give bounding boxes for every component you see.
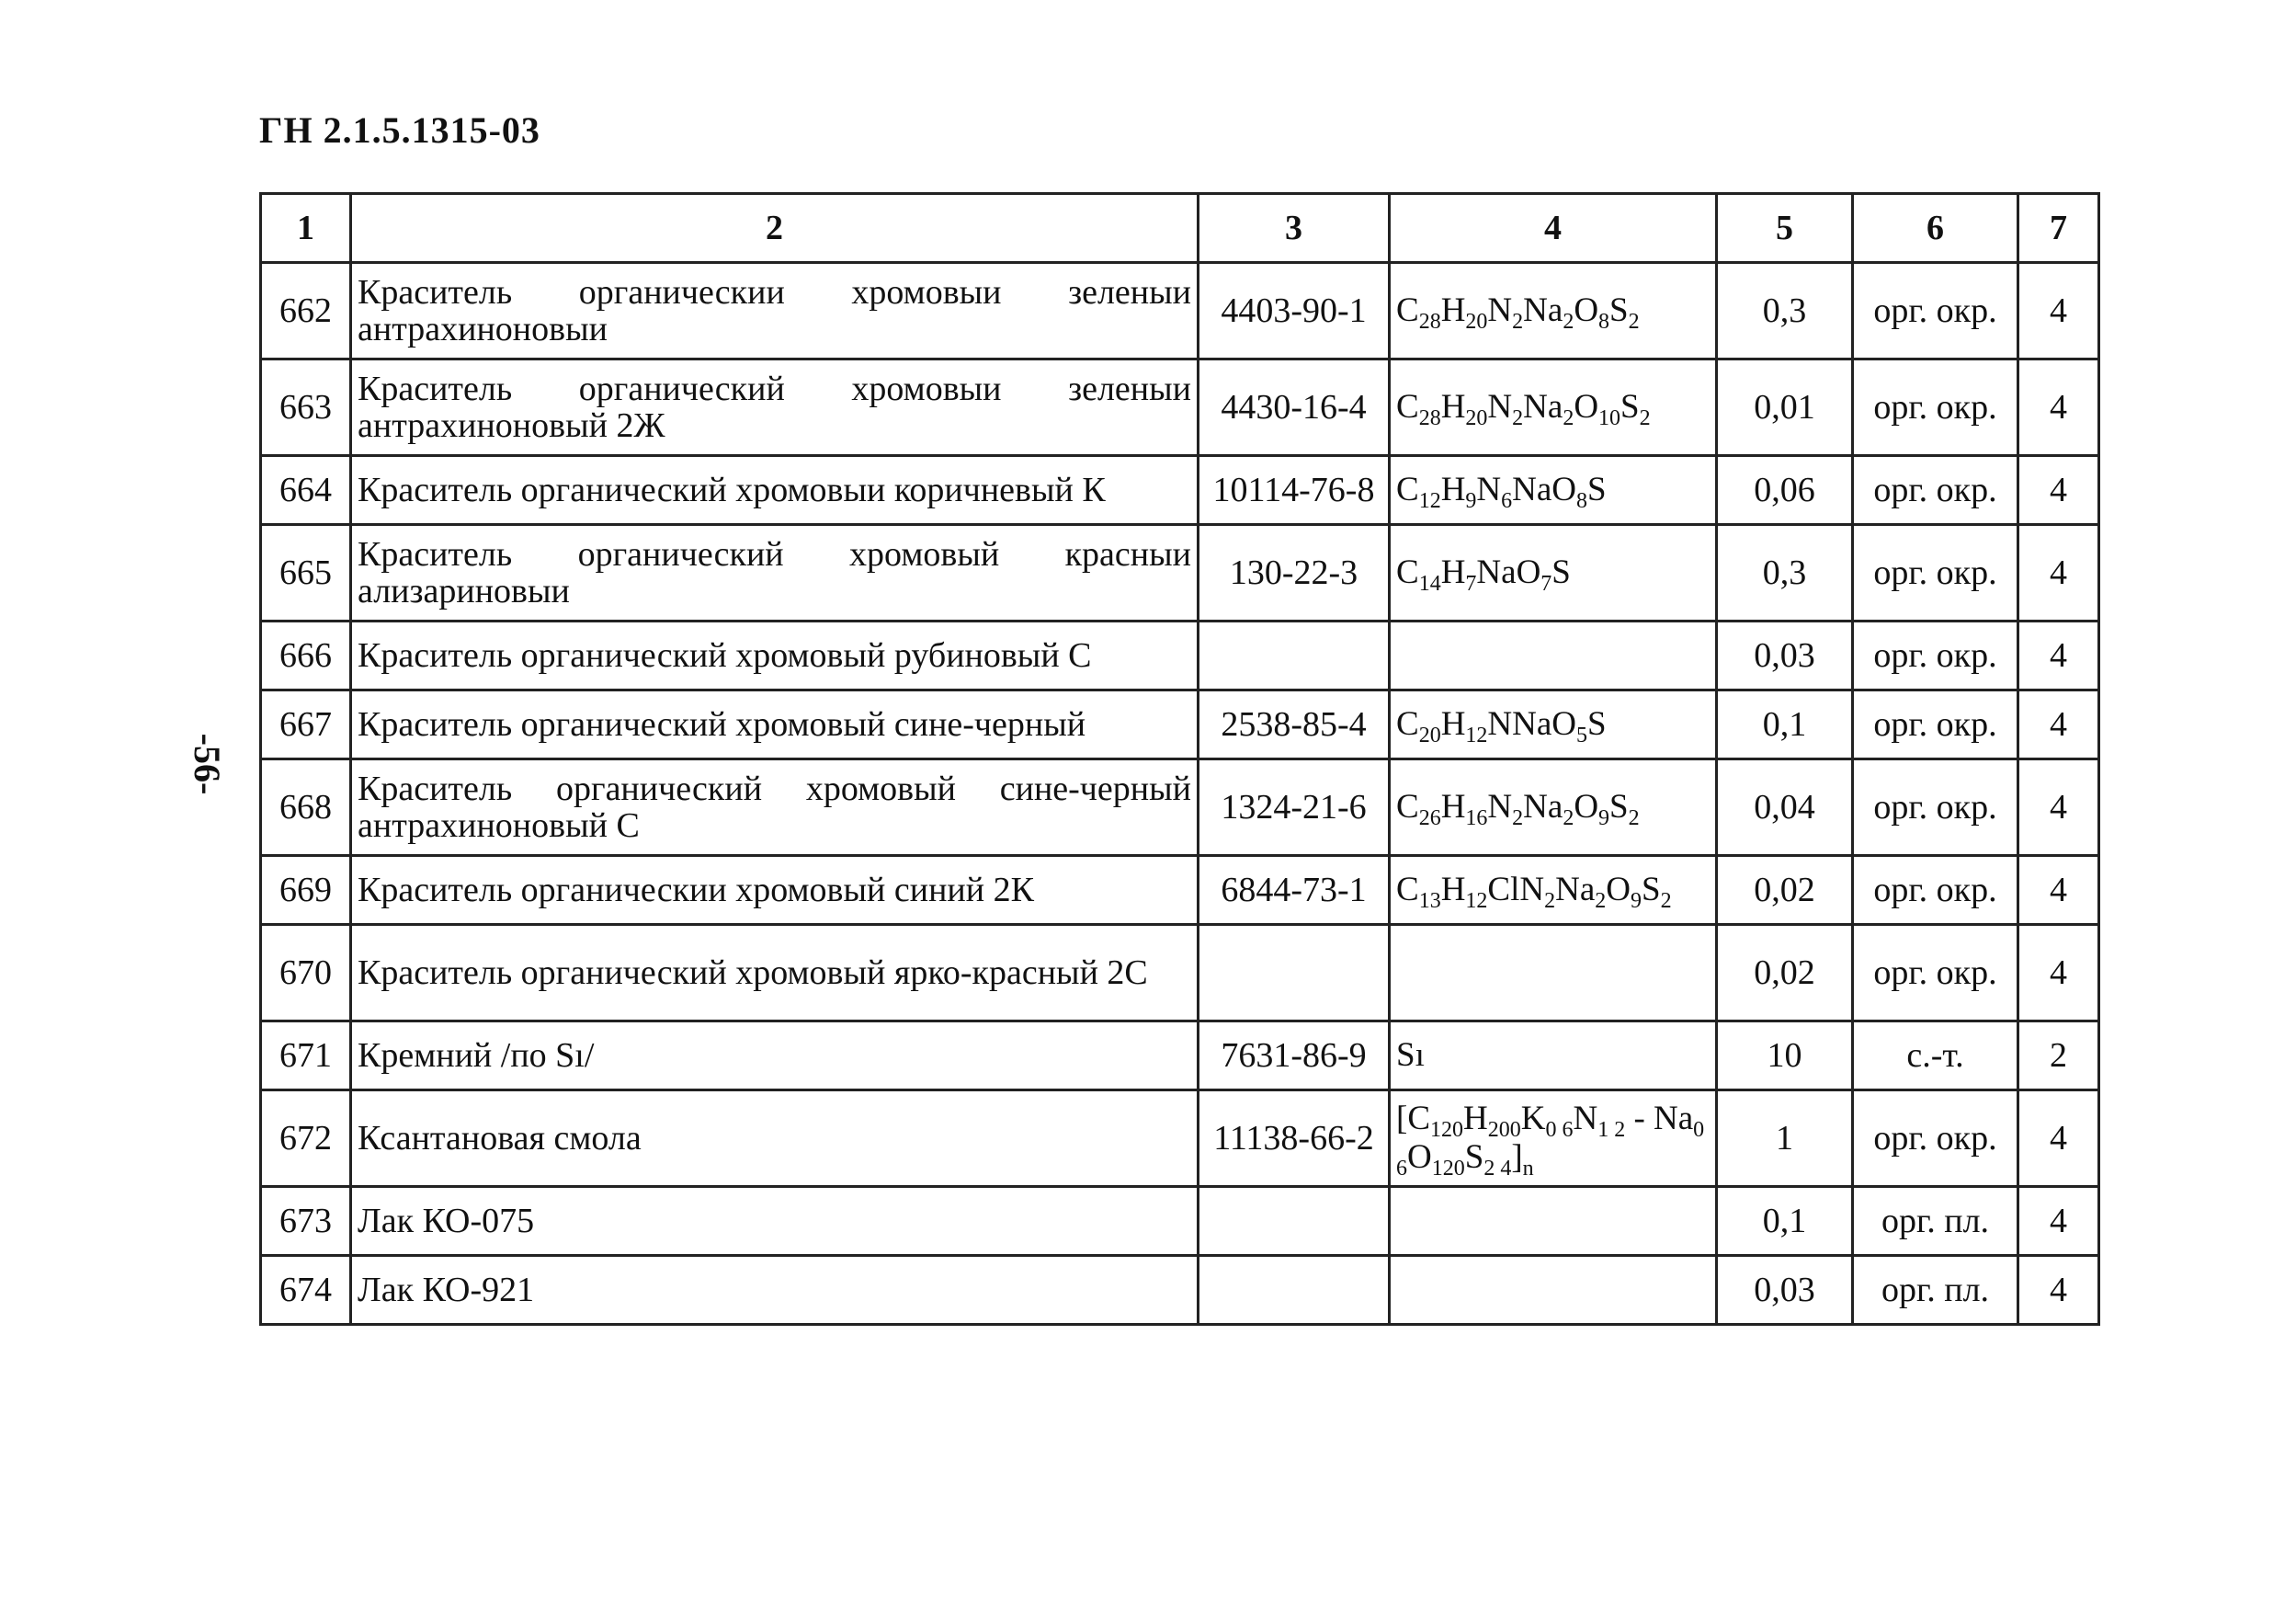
chemical-formula: $C_{14}H_7NaO_7S$	[1390, 525, 1717, 622]
hazard-class: 2	[2018, 1021, 2099, 1090]
substance-number: 667	[261, 690, 351, 759]
column-header: 5	[1717, 194, 1853, 263]
chemical-formula: $C_{28}H_{20}N_2Na_2O_{10}S_2$	[1390, 359, 1717, 456]
harmfulness-indicator: орг. окр.	[1853, 856, 2018, 925]
harmfulness-indicator: орг. пл.	[1853, 1187, 2018, 1256]
cas-number	[1199, 1187, 1390, 1256]
substance-number: 671	[261, 1021, 351, 1090]
concentration-value: 0,04	[1717, 759, 1853, 856]
page-number: -56-	[187, 733, 228, 795]
table-row	[261, 856, 2099, 925]
hazard-class: 4	[2018, 622, 2099, 690]
hazard-class: 4	[2018, 525, 2099, 622]
table-row	[261, 1187, 2099, 1256]
harmfulness-indicator: орг. окр.	[1853, 456, 2018, 525]
substance-name: Краситель органическии хромовый синий 2К	[351, 856, 1199, 925]
table-row	[261, 925, 2099, 1021]
column-number-row	[261, 194, 2099, 263]
substance-number: 664	[261, 456, 351, 525]
chemical-formula: $C_{20}H_{12}NNaO_5S$	[1390, 690, 1717, 759]
concentration-value: 0,1	[1717, 690, 1853, 759]
cas-number: 1324-21-6	[1199, 759, 1390, 856]
harmfulness-indicator: орг. окр.	[1853, 359, 2018, 456]
substance-number: 674	[261, 1256, 351, 1325]
harmfulness-indicator: орг. окр.	[1853, 622, 2018, 690]
substance-name: Лак КО-075	[351, 1187, 1199, 1256]
cas-number: 6844-73-1	[1199, 856, 1390, 925]
hazard-class: 4	[2018, 263, 2099, 359]
concentration-value: 10	[1717, 1021, 1853, 1090]
chemical-formula	[1390, 622, 1717, 690]
chemical-formula: $C_{26}H_{16}N_2Na_2O_9S_2$	[1390, 759, 1717, 856]
substance-number: 673	[261, 1187, 351, 1256]
hygienic-norms-table	[259, 192, 2100, 1326]
substance-name: Краситель органический хромовый сине-черный	[351, 690, 1199, 759]
substance-name: Краситель органический хромовыи зеленыи антрахиноновый 2Ж	[351, 359, 1199, 456]
harmfulness-indicator: орг. окр.	[1853, 1090, 2018, 1187]
cas-number: 11138-66-2	[1199, 1090, 1390, 1187]
chemical-formula: $C_{13}H_{12}ClN_2Na_2O_9S_2$	[1390, 856, 1717, 925]
concentration-value: 1	[1717, 1090, 1853, 1187]
substance-number: 666	[261, 622, 351, 690]
cas-number: 7631-86-9	[1199, 1021, 1390, 1090]
column-header: 3	[1199, 194, 1390, 263]
table-row	[261, 1021, 2099, 1090]
cas-number: 10114-76-8	[1199, 456, 1390, 525]
cas-number	[1199, 1256, 1390, 1325]
cas-number: 4430-16-4	[1199, 359, 1390, 456]
concentration-value: 0,06	[1717, 456, 1853, 525]
substance-name: Краситель органический хромовый красныи ализариновыи	[351, 525, 1199, 622]
substance-name: Кремний /по Sı/	[351, 1021, 1199, 1090]
cas-number	[1199, 925, 1390, 1021]
concentration-value: 0,03	[1717, 622, 1853, 690]
cas-number	[1199, 622, 1390, 690]
table-row	[261, 1090, 2099, 1187]
chemical-formula	[1390, 1187, 1717, 1256]
substance-number: 663	[261, 359, 351, 456]
substance-name: Ксантановая смола	[351, 1090, 1199, 1187]
substance-number: 672	[261, 1090, 351, 1187]
concentration-value: 0,02	[1717, 925, 1853, 1021]
document-code: ГН 2.1.5.1315-03	[259, 109, 540, 151]
hazard-class: 4	[2018, 1256, 2099, 1325]
table-row	[261, 525, 2099, 622]
table-row	[261, 690, 2099, 759]
substance-number: 665	[261, 525, 351, 622]
hazard-class: 4	[2018, 1187, 2099, 1256]
cas-number: 2538-85-4	[1199, 690, 1390, 759]
chemical-formula: Sı	[1390, 1021, 1717, 1090]
chemical-formula: $[C_{120}H_{200}K_{0 6}N_{1 2} - Na_{0 6}O_{120}S_{2 4}]_n$	[1390, 1090, 1717, 1187]
substance-number: 662	[261, 263, 351, 359]
substance-name: Краситель органический хромовый сине-черный антрахиноновый С	[351, 759, 1199, 856]
cas-number: 4403-90-1	[1199, 263, 1390, 359]
substance-name: Краситель органический хромовый рубиновый С	[351, 622, 1199, 690]
substance-number: 670	[261, 925, 351, 1021]
column-header: 1	[261, 194, 351, 263]
substance-number: 668	[261, 759, 351, 856]
substance-name: Лак КО-921	[351, 1256, 1199, 1325]
concentration-value: 0,02	[1717, 856, 1853, 925]
substance-name: Краситель органический хромовыи коричневый К	[351, 456, 1199, 525]
column-header: 6	[1853, 194, 2018, 263]
chemical-formula	[1390, 925, 1717, 1021]
concentration-value: 0,1	[1717, 1187, 1853, 1256]
hazard-class: 4	[2018, 1090, 2099, 1187]
table-body	[261, 263, 2099, 1325]
column-header: 2	[351, 194, 1199, 263]
table-row	[261, 622, 2099, 690]
cas-number: 130-22-3	[1199, 525, 1390, 622]
harmfulness-indicator: орг. окр.	[1853, 925, 2018, 1021]
chemical-formula: $C_{28}H_{20}N_2Na_2O_8S_2$	[1390, 263, 1717, 359]
substance-number: 669	[261, 856, 351, 925]
column-header: 7	[2018, 194, 2099, 263]
harmfulness-indicator: орг. окр.	[1853, 263, 2018, 359]
table-row	[261, 263, 2099, 359]
harmfulness-indicator: орг. окр.	[1853, 525, 2018, 622]
substance-name: Краситель органический хромовый ярко-красный 2С	[351, 925, 1199, 1021]
table-row	[261, 1256, 2099, 1325]
chemical-formula	[1390, 1256, 1717, 1325]
table-row	[261, 759, 2099, 856]
harmfulness-indicator: с.-т.	[1853, 1021, 2018, 1090]
harmfulness-indicator: орг. пл.	[1853, 1256, 2018, 1325]
concentration-value: 0,3	[1717, 263, 1853, 359]
concentration-value: 0,01	[1717, 359, 1853, 456]
hazard-class: 4	[2018, 690, 2099, 759]
table-row	[261, 456, 2099, 525]
concentration-value: 0,03	[1717, 1256, 1853, 1325]
hazard-class: 4	[2018, 359, 2099, 456]
harmfulness-indicator: орг. окр.	[1853, 690, 2018, 759]
table-row	[261, 359, 2099, 456]
hazard-class: 4	[2018, 925, 2099, 1021]
concentration-value: 0,3	[1717, 525, 1853, 622]
hazard-class: 4	[2018, 456, 2099, 525]
harmfulness-indicator: орг. окр.	[1853, 759, 2018, 856]
hazard-class: 4	[2018, 856, 2099, 925]
hazard-class: 4	[2018, 759, 2099, 856]
column-header: 4	[1390, 194, 1717, 263]
substance-name: Краситель органическии хромовыи зеленыи антрахиноновыи	[351, 263, 1199, 359]
chemical-formula: $C_{12}H_9N_6NaO_8S$	[1390, 456, 1717, 525]
